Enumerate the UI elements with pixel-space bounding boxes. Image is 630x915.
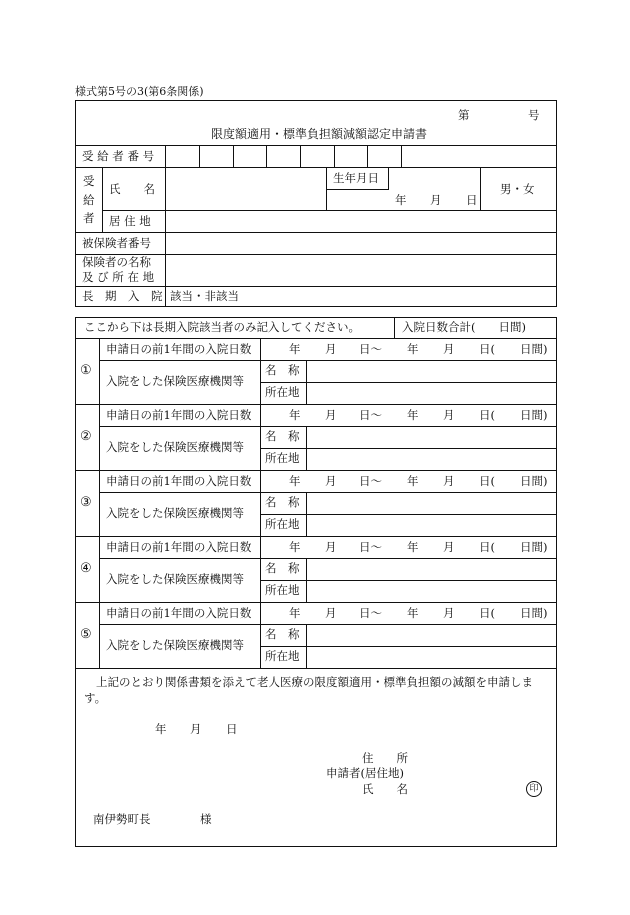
birthdate-year: 年 <box>395 193 407 207</box>
insurer-field[interactable] <box>166 255 556 286</box>
insurer-label-2: 及 び 所 在 地 <box>82 270 155 284</box>
m1-3: 月 <box>325 474 337 488</box>
days-3: 日間) <box>520 474 548 488</box>
days-label-5: 申請日の前1年間の入院日数 <box>106 606 252 620</box>
recipient-label-1: 受 <box>83 174 95 188</box>
days-4: 日間) <box>520 540 548 554</box>
address-field[interactable] <box>166 211 556 232</box>
facility-label-5: 入院をした保険医療機関等 <box>106 638 244 652</box>
recipient-label-3: 者 <box>83 211 95 225</box>
date-month: 月 <box>190 722 202 736</box>
addressee-sama: 様 <box>200 812 212 826</box>
name-label-3: 名 称 <box>265 495 300 509</box>
days-label-4: 申請日の前1年間の入院日数 <box>106 540 252 554</box>
y2-4: 年 <box>407 540 419 554</box>
d2-5: 日( <box>479 606 495 620</box>
d2-1: 日( <box>479 342 495 356</box>
address-label: 居 住 地 <box>109 214 151 228</box>
days-5: 日間) <box>520 606 548 620</box>
entry-number-5: ⑤ <box>80 627 92 642</box>
name-label-1: 名 称 <box>265 363 300 377</box>
m2-5: 月 <box>443 606 455 620</box>
addressee: 南伊勢町長 <box>93 812 151 826</box>
sex-field[interactable]: 男・女 <box>500 182 535 196</box>
facility-label-1: 入院をした保険医療機関等 <box>106 374 244 388</box>
long-stay-label: 長 期 入 院 <box>82 289 163 303</box>
y1-4: 年 <box>289 540 301 554</box>
recipient-number-label: 受 給 者 番 号 <box>82 149 155 163</box>
m1-1: 月 <box>325 342 337 356</box>
statement-line-2: す。 <box>84 691 107 705</box>
name-label: 氏 名 <box>109 182 155 196</box>
d2-2: 日( <box>479 408 495 422</box>
y1-2: 年 <box>289 408 301 422</box>
d1-5: 日〜 <box>359 606 382 620</box>
m2-3: 月 <box>443 474 455 488</box>
applicant-name-label: 氏 名 <box>362 782 408 796</box>
y2-2: 年 <box>407 408 419 422</box>
facility-label-2: 入院をした保険医療機関等 <box>106 440 244 454</box>
long-stay-instruction: ここから下は長期入院該当者のみ記入してください。 <box>84 320 360 334</box>
m2-4: 月 <box>443 540 455 554</box>
entry-number-2: ② <box>80 429 92 444</box>
y2-1: 年 <box>407 342 419 356</box>
seal-icon: 印 <box>526 781 542 797</box>
d1-3: 日〜 <box>359 474 382 488</box>
entry-number-3: ③ <box>80 495 92 510</box>
applicant-label: 申請者(居住地) <box>326 766 404 780</box>
name-label-4: 名 称 <box>265 561 300 575</box>
m2-2: 月 <box>443 408 455 422</box>
d1-4: 日〜 <box>359 540 382 554</box>
m2-1: 月 <box>443 342 455 356</box>
long-stay-value[interactable]: 該当・非該当 <box>170 289 239 303</box>
dai-label: 第 <box>458 108 470 122</box>
facility-label-3: 入院をした保険医療機関等 <box>106 506 244 520</box>
m1-4: 月 <box>325 540 337 554</box>
applicant-address-label: 住 所 <box>362 751 408 765</box>
y2-5: 年 <box>407 606 419 620</box>
birthdate-day: 日 <box>466 193 478 207</box>
date-year: 年 <box>155 722 167 736</box>
entry-number-4: ④ <box>80 561 92 576</box>
location-label-5: 所在地 <box>265 649 300 663</box>
name-label-5: 名 称 <box>265 627 300 641</box>
y1-3: 年 <box>289 474 301 488</box>
d1-2: 日〜 <box>359 408 382 422</box>
days-1: 日間) <box>520 342 548 356</box>
insured-number-field[interactable] <box>166 233 556 254</box>
days-label-1: 申請日の前1年間の入院日数 <box>106 342 252 356</box>
form-title: 限度額適用・標準負担額減額認定申請書 <box>211 127 428 141</box>
name-label-2: 名 称 <box>265 429 300 443</box>
birthdate-label: 生年月日 <box>333 171 379 185</box>
go-label: 号 <box>528 108 540 122</box>
y1-1: 年 <box>289 342 301 356</box>
m1-5: 月 <box>325 606 337 620</box>
statement-line-1: 上記のとおり関係書類を添えて老人医療の限度額適用・標準負担額の減額を申請しま <box>96 675 533 689</box>
days-2: 日間) <box>520 408 548 422</box>
days-label-2: 申請日の前1年間の入院日数 <box>106 408 252 422</box>
days-label-3: 申請日の前1年間の入院日数 <box>106 474 252 488</box>
d1-1: 日〜 <box>359 342 382 356</box>
date-day: 日 <box>226 722 238 736</box>
location-label-3: 所在地 <box>265 517 300 531</box>
location-label-2: 所在地 <box>265 451 300 465</box>
location-label-4: 所在地 <box>265 583 300 597</box>
facility-label-4: 入院をした保険医療機関等 <box>106 572 244 586</box>
m1-2: 月 <box>325 408 337 422</box>
entry-number-1: ① <box>80 363 92 378</box>
total-days: 入院日数合計( 日間) <box>402 320 526 334</box>
form-code: 様式第5号の3(第6条関係) <box>75 85 204 98</box>
d2-4: 日( <box>479 540 495 554</box>
location-label-1: 所在地 <box>265 385 300 399</box>
y1-5: 年 <box>289 606 301 620</box>
d2-3: 日( <box>479 474 495 488</box>
birthdate-month: 月 <box>430 193 442 207</box>
recipient-label-2: 給 <box>83 193 95 207</box>
insurer-label-1: 保険者の名称 <box>82 255 151 269</box>
y2-3: 年 <box>407 474 419 488</box>
name-field[interactable] <box>166 168 325 210</box>
insured-number-label: 被保険者番号 <box>82 236 151 250</box>
